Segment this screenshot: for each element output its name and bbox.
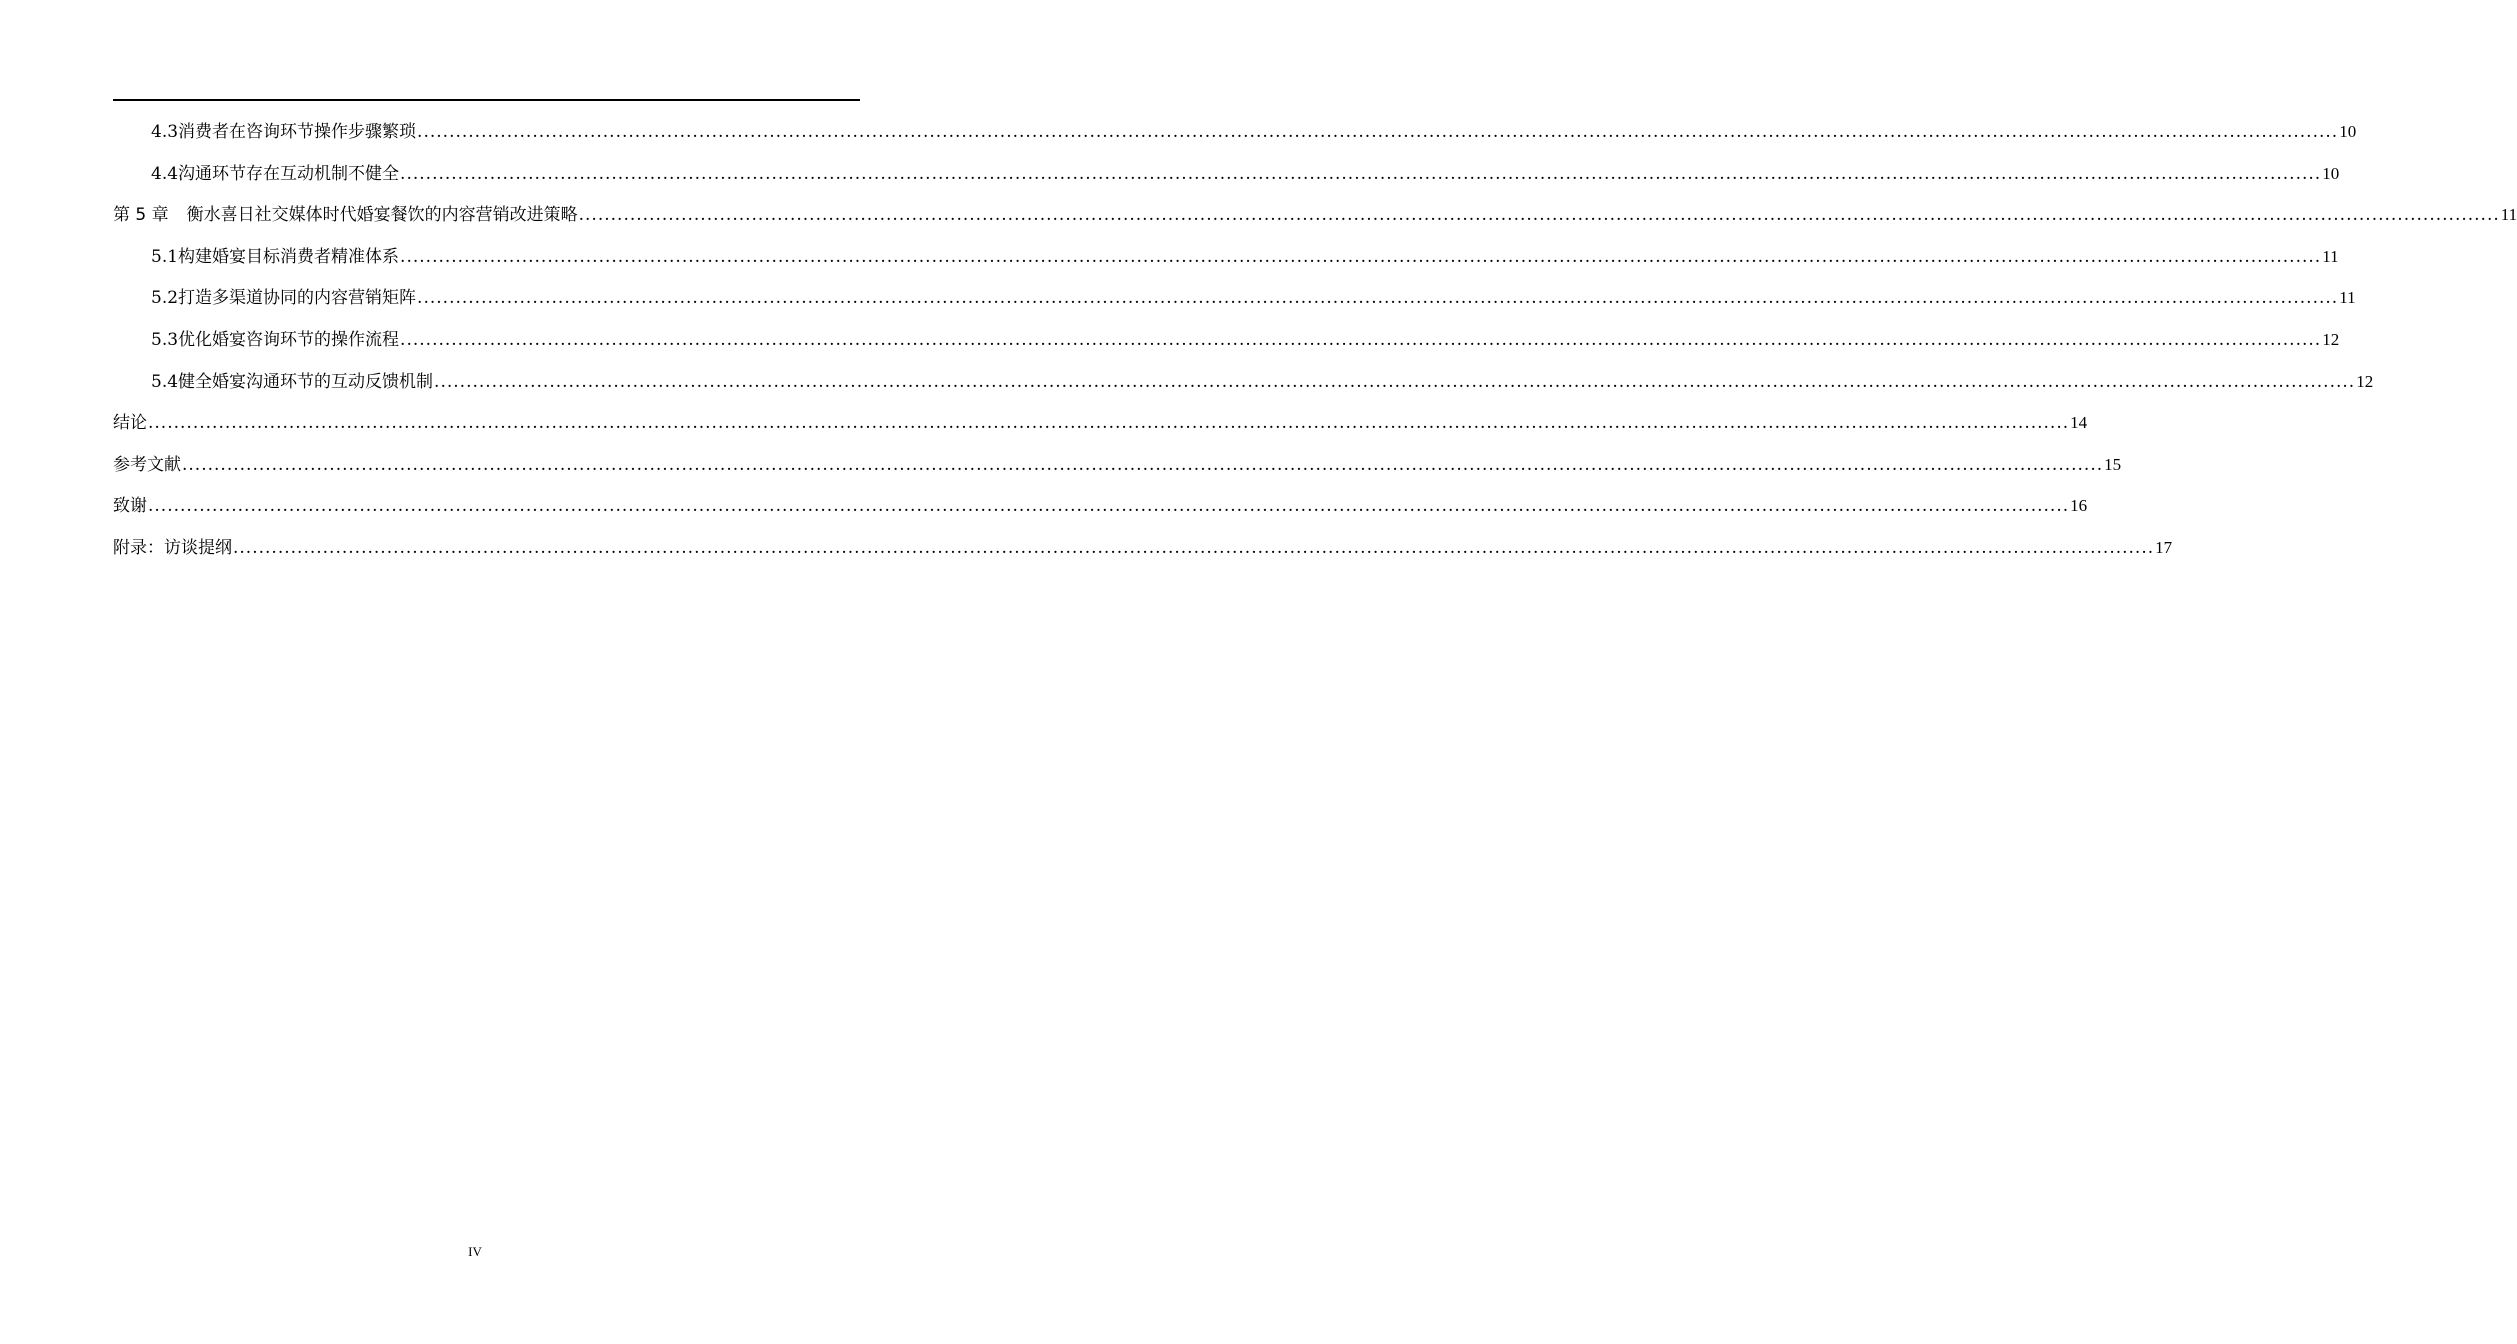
- toc-dot-leader: ............................................................................................................................................................................................................................................................................................................: [400, 163, 2322, 184]
- toc-entry-title: 构建婚宴目标消费者精准体系: [178, 246, 400, 267]
- toc-entry-title: 消费者在咨询环节操作步骤繁琐: [178, 122, 417, 142]
- toc-entry-number: 5.3: [151, 329, 179, 350]
- toc-dot-leader: ............................................................................................................................................................................................................................................................................................................: [400, 329, 2322, 350]
- toc-entry-acknowledgements[interactable]: [113, 485, 2088, 527]
- toc-entry-title: 优化婚宴咨询环节的操作流程: [178, 329, 400, 350]
- toc-entry-page: 10: [2322, 163, 2340, 183]
- toc-dot-leader: ............................................................................................................................................................................................................................................................................................................: [417, 288, 2339, 309]
- toc-entry-page: 11: [2322, 246, 2339, 266]
- toc-entry-title: 衡水喜日社交媒体时代婚宴餐饮的内容营销改进策略: [186, 205, 578, 226]
- toc-entry-title: 结论: [113, 413, 147, 434]
- toc-entry-page: 15: [2104, 454, 2122, 474]
- toc-entry-appendix[interactable]: [113, 527, 2173, 569]
- toc-dot-leader: ............................................................................................................................................................................................................................................................................................................: [578, 205, 2500, 226]
- toc-entry-title: 附录：访谈提纲: [113, 537, 232, 558]
- toc-entry-page: 12: [2356, 371, 2374, 391]
- table-of-contents: [113, 111, 2517, 569]
- toc-entry-conclusion[interactable]: [113, 402, 2088, 444]
- toc-entry-5-1[interactable]: [113, 236, 2339, 278]
- toc-entry-4-4[interactable]: [113, 153, 2340, 195]
- toc-entry-5-3[interactable]: [113, 319, 2340, 361]
- toc-entry-chapter-5[interactable]: [113, 194, 2517, 236]
- toc-entry-page: 17: [2155, 537, 2173, 557]
- toc-entry-number: 第 5 章: [113, 205, 169, 226]
- toc-entry-page: 10: [2339, 122, 2357, 141]
- page-number: IV: [468, 1244, 482, 1259]
- toc-entry-number: 5.1: [151, 246, 179, 267]
- toc-dot-leader: ............................................................................................................................................................................................................................................................................................................: [148, 413, 2070, 434]
- toc-dot-leader: ............................................................................................................................................................................................................................................................................................................: [434, 371, 2356, 392]
- toc-dot-leader: ............................................................................................................................................................................................................................................................................................................: [233, 537, 2155, 558]
- toc-entry-page: 11: [2339, 288, 2356, 308]
- toc-entry-number: 5.2: [151, 288, 179, 309]
- toc-dot-leader: ............................................................................................................................................................................................................................................................................................................: [417, 122, 2339, 142]
- toc-entry-title: 致谢: [113, 496, 147, 517]
- toc-dot-leader: ............................................................................................................................................................................................................................................................................................................: [148, 496, 2070, 517]
- toc-entry-number: 5.4: [151, 371, 179, 392]
- toc-entry-number: 4.3: [151, 122, 179, 142]
- toc-entry-references[interactable]: [113, 444, 2122, 486]
- toc-entry-title: 打造多渠道协同的内容营销矩阵: [178, 288, 417, 309]
- toc-entry-5-2[interactable]: [113, 277, 2356, 319]
- toc-entry-page: 16: [2070, 496, 2088, 516]
- toc-dot-leader: ............................................................................................................................................................................................................................................................................................................: [400, 246, 2322, 267]
- toc-entry-title: 健全婚宴沟通环节的互动反馈机制: [178, 371, 434, 392]
- toc-entry-title: 沟通环节存在互动机制不健全: [178, 163, 400, 184]
- toc-entry-page: 12: [2322, 329, 2340, 349]
- toc-entry-4-3[interactable]: [113, 111, 2357, 153]
- toc-dot-leader: ............................................................................................................................................................................................................................................................................................................: [182, 454, 2104, 475]
- toc-entry-number: 4.4: [151, 163, 179, 184]
- toc-entry-5-4[interactable]: [113, 361, 2374, 403]
- toc-entry-page: 11: [2500, 205, 2517, 225]
- toc-entry-page: 14: [2070, 413, 2088, 433]
- header-rule: [113, 99, 860, 101]
- toc-entry-title: 参考文献: [113, 454, 181, 475]
